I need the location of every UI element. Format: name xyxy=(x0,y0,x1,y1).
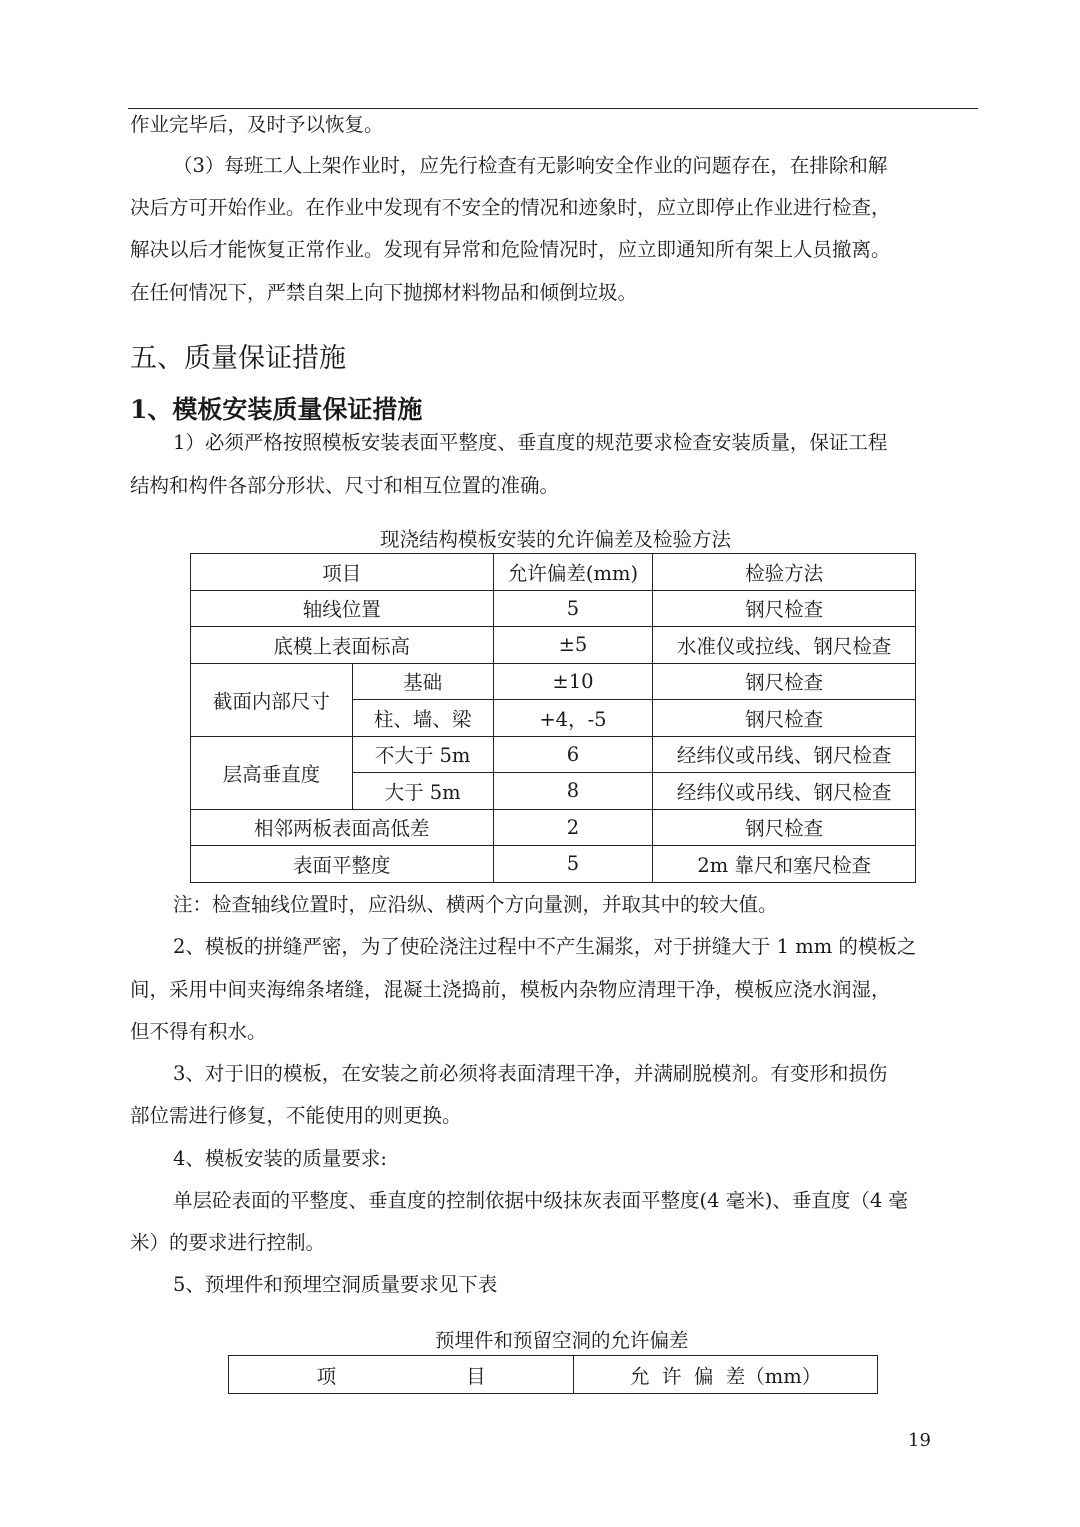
header-cell: 项目 xyxy=(191,554,494,591)
subsection-heading: 1、模板安装质量保证措施 xyxy=(130,395,423,424)
table-cell: 经纬仪或吊线、钢尺检查 xyxy=(653,773,916,810)
paragraph-line: 单层砼表面的平整度、垂直度的控制依据中级抹灰表面平整度(4 毫米)、垂直度（4 毫 xyxy=(173,1189,908,1212)
paragraph-line: （3）每班工人上架作业时，应先行检查有无影响安全作业的问题存在，在排除和解 xyxy=(173,154,888,177)
table-cell: 相邻两板表面高低差 xyxy=(191,809,494,846)
table-cell: 底模上表面标高 xyxy=(191,627,494,664)
embedded-parts-table xyxy=(228,1355,878,1394)
table1-caption: 现浇结构模板安装的允许偏差及检验方法 xyxy=(380,528,732,551)
paragraph-line: 4、模板安装的质量要求: xyxy=(173,1147,387,1170)
table-row xyxy=(191,590,916,627)
table-row xyxy=(191,736,916,773)
header-text: 项 xyxy=(316,1364,337,1388)
table-cell: 不大于 5m xyxy=(352,736,493,773)
group-cell: 层高垂直度 xyxy=(191,736,353,809)
paragraph-line: 部位需进行修复，不能使用的则更换。 xyxy=(130,1104,462,1127)
paragraph-line: 决后方可开始作业。在作业中发现有不安全的情况和迹象时，应立即停止作业进行检查， xyxy=(130,196,891,219)
paragraph-line: 5、预埋件和预埋空洞质量要求见下表 xyxy=(173,1273,498,1296)
group-cell: 截面内部尺寸 xyxy=(191,663,353,736)
table-cell: 钢尺检查 xyxy=(653,663,916,700)
section-heading: 五、质量保证措施 xyxy=(130,343,346,374)
header-text: 目 xyxy=(466,1364,486,1388)
paragraph-line: 解决以后才能恢复正常作业。发现有异常和危险情况时，应立即通知所有架上人员撤离。 xyxy=(130,238,891,261)
paragraph-line: 作业完毕后，及时予以恢复。 xyxy=(130,113,384,136)
table-header-row xyxy=(229,1356,878,1394)
header-cell: 允许偏差(mm) xyxy=(493,554,653,591)
header-cell xyxy=(229,1356,574,1394)
table-header-row xyxy=(191,554,916,591)
paragraph-line: 米）的要求进行控制。 xyxy=(130,1231,326,1254)
table-cell: 5 xyxy=(493,846,653,883)
table-note: 注：检查轴线位置时，应沿纵、横两个方向量测，并取其中的较大值。 xyxy=(173,893,778,916)
table-row xyxy=(191,846,916,883)
table-cell: 2m 靠尺和塞尺检查 xyxy=(653,846,916,883)
table-cell: 5 xyxy=(493,590,653,627)
paragraph-line: 1）必须严格按照模板安装表面平整度、垂直度的规范要求检查安装质量，保证工程 xyxy=(173,431,888,454)
header-cell: 允 许 偏 差（mm） xyxy=(574,1356,878,1394)
table-cell: 8 xyxy=(493,773,653,810)
header-cell: 检验方法 xyxy=(653,554,916,591)
paragraph-line: 间，采用中间夹海绵条堵缝，混凝土浇捣前，模板内杂物应清理干净，模板应浇水润湿， xyxy=(130,978,891,1001)
table-cell: ±10 xyxy=(493,663,653,700)
table-cell: 柱、墙、梁 xyxy=(352,700,493,737)
table-row xyxy=(191,627,916,664)
table-cell: 基础 xyxy=(352,663,493,700)
table-cell: ±5 xyxy=(493,627,653,664)
table-cell: 水准仪或拉线、钢尺检查 xyxy=(653,627,916,664)
table-cell: 经纬仪或吊线、钢尺检查 xyxy=(653,736,916,773)
table-cell: 6 xyxy=(493,736,653,773)
table-cell: 2 xyxy=(493,809,653,846)
tolerance-table xyxy=(190,553,916,883)
table-row xyxy=(191,809,916,846)
paragraph-line: 但不得有积水。 xyxy=(130,1020,267,1043)
table-row xyxy=(191,663,916,700)
paragraph-line: 在任何情况下，严禁自架上向下抛掷材料物品和倾倒垃圾。 xyxy=(130,281,638,304)
table-cell: 轴线位置 xyxy=(191,590,494,627)
table-cell: 表面平整度 xyxy=(191,846,494,883)
paragraph-line: 3、对于旧的模板，在安装之前必须将表面清理干净，并满刷脱模剂。有变形和损伤 xyxy=(173,1062,888,1085)
page-number: 19 xyxy=(908,1430,931,1451)
paragraph-line: 结构和构件各部分形状、尺寸和相互位置的准确。 xyxy=(130,474,560,497)
table-cell: +4，-5 xyxy=(493,700,653,737)
table2-caption: 预埋件和预留空洞的允许偏差 xyxy=(435,1329,689,1352)
table-cell: 大于 5m xyxy=(352,773,493,810)
table-cell: 钢尺检查 xyxy=(653,809,916,846)
table-cell: 钢尺检查 xyxy=(653,590,916,627)
table-cell: 钢尺检查 xyxy=(653,700,916,737)
paragraph-line: 2、模板的拼缝严密，为了使砼浇注过程中不产生漏浆，对于拼缝大于 1 mm 的模板之 xyxy=(173,935,917,958)
